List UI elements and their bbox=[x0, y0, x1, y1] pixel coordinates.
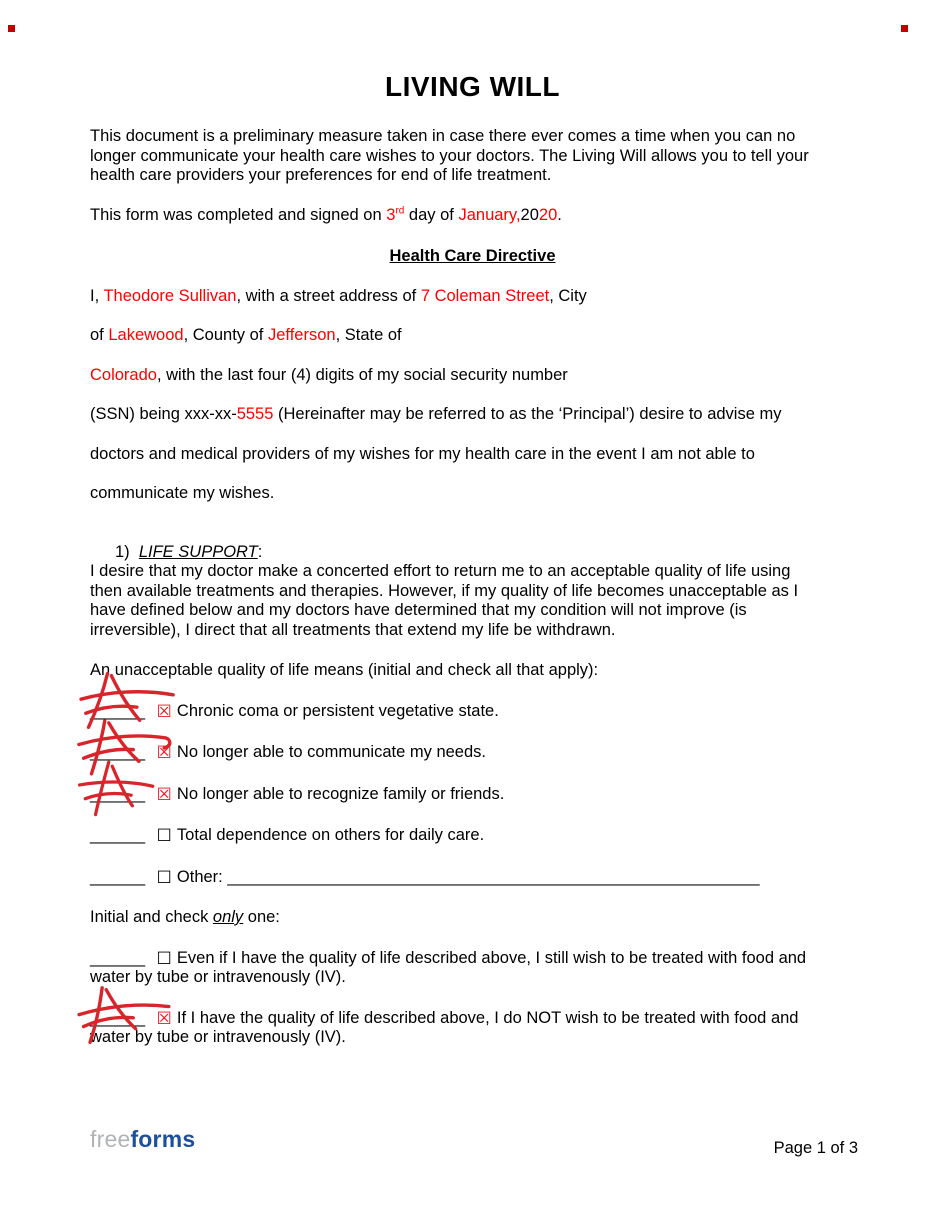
principal-line-6: communicate my wishes. bbox=[90, 484, 275, 502]
checkbox-unchecked-icon[interactable]: ☐ bbox=[156, 948, 172, 968]
section-heading-life-support: 1) LIFE SUPPORT: bbox=[115, 542, 263, 561]
checklist-label: No longer able to recognize family or friends. bbox=[176, 784, 505, 803]
signed-period: . bbox=[557, 205, 562, 224]
principal-name-value: Theodore Sullivan bbox=[103, 286, 237, 305]
initial-blank[interactable] bbox=[90, 868, 145, 888]
only-one-prompt: Initial and check only one: bbox=[90, 908, 280, 926]
only-item-label: If I have the quality of life described above, I do NOT wish to be treated with food and bbox=[176, 1008, 799, 1027]
signed-year-value: 20 bbox=[538, 205, 558, 224]
day-ordinal: rd bbox=[395, 205, 405, 216]
initial-blank[interactable] bbox=[90, 743, 145, 763]
checkbox-unchecked-icon[interactable]: ☐ bbox=[156, 867, 172, 887]
red-corner-mark bbox=[901, 25, 908, 32]
signed-century: 20 bbox=[520, 205, 539, 224]
body-line: have defined below and my doctors have determined that my condition will not improve (is bbox=[90, 601, 747, 619]
principal-line-5: doctors and medical providers of my wishes for my health care in the event I am not able to bbox=[90, 444, 755, 463]
checklist-item bbox=[90, 785, 855, 805]
checklist-label: Chronic coma or persistent vegetative state. bbox=[176, 701, 499, 720]
checklist-item bbox=[90, 702, 855, 722]
signed-date-line bbox=[90, 206, 855, 226]
checklist-item bbox=[90, 743, 855, 763]
city-value: Lakewood bbox=[108, 326, 184, 344]
initial-blank[interactable] bbox=[90, 826, 145, 846]
intro-line: This document is a preliminary measure taken in case there ever comes a time when you can no bbox=[90, 127, 796, 145]
blank-line: ______ bbox=[90, 948, 146, 967]
checklist-item bbox=[90, 826, 855, 846]
only-emphasis: only bbox=[212, 908, 244, 926]
page-footer bbox=[90, 1126, 858, 1159]
apply-prompt: An unacceptable quality of life means (initial and check all that apply): bbox=[90, 661, 599, 679]
section-heading-health-care-directive: Health Care Directive bbox=[389, 247, 556, 265]
checkbox-checked-icon[interactable]: ☒ bbox=[156, 743, 172, 762]
other-write-in-blank[interactable]: __________________________________________________________ bbox=[227, 867, 760, 886]
blank-line: ______ bbox=[90, 1008, 146, 1027]
page-title: LIVING WILL bbox=[384, 71, 561, 102]
freeforms-logo[interactable] bbox=[90, 1126, 195, 1152]
page-number: Page 1 of 3 bbox=[773, 1139, 858, 1157]
checkbox-checked-icon[interactable]: ☒ bbox=[156, 784, 172, 804]
state-value: Colorado bbox=[90, 365, 157, 384]
principal-line-1: I, Theodore Sullivan, with a street address of 7 Coleman Street, City bbox=[90, 286, 587, 305]
only-item-label-cont: water by tube or intravenously (IV). bbox=[90, 1028, 346, 1046]
checkbox-unchecked-icon[interactable]: ☐ bbox=[156, 826, 172, 845]
initial-blank[interactable] bbox=[90, 702, 145, 722]
logo-free-text: free bbox=[90, 1126, 131, 1152]
only-one-item bbox=[90, 1009, 855, 1048]
county-value: Jefferson bbox=[267, 326, 336, 344]
intro-line: health care providers your preferences for end of life treatment. bbox=[90, 166, 552, 184]
initial-blank[interactable] bbox=[90, 1009, 145, 1029]
body-line: then available treatments and therapies. However, if my quality of life becomes unacceptable as I bbox=[90, 581, 799, 600]
blank-line: ______ bbox=[90, 867, 146, 886]
principal-line-4: (SSN) being xxx-xx-5555 (Hereinafter may be referred to as the ‘Principal’) desire to advise my bbox=[90, 405, 782, 423]
body-line: I desire that my doctor make a concerted effort to return me to an acceptable quality of life using bbox=[90, 562, 791, 580]
principal-line-2: of Lakewood, County of Jefferson, State of bbox=[90, 326, 402, 344]
intro-paragraph bbox=[90, 127, 855, 186]
blank-line: ______ bbox=[90, 784, 146, 803]
checkbox-checked-icon[interactable]: ☒ bbox=[156, 1008, 172, 1028]
only-one-item bbox=[90, 949, 855, 988]
checkbox-checked-icon[interactable]: ☒ bbox=[156, 701, 172, 721]
initial-blank[interactable] bbox=[90, 785, 145, 805]
signed-middle: day of bbox=[404, 205, 459, 224]
intro-line: longer communicate your health care wishes to your doctors. The Living Will allows you to tell your bbox=[90, 146, 809, 165]
logo-forms-text: forms bbox=[130, 1126, 196, 1152]
only-item-label-cont: water by tube or intravenously (IV). bbox=[90, 968, 346, 986]
ssn-last4-value: 5555 bbox=[236, 405, 274, 423]
blank-line: ______ bbox=[90, 826, 146, 844]
signed-day-value: 3rd bbox=[386, 205, 405, 224]
signed-prefix: This form was completed and signed on bbox=[90, 205, 387, 224]
principal-line-3: Colorado, with the last four (4) digits of my social security number bbox=[90, 365, 568, 384]
initial-blank[interactable] bbox=[90, 949, 145, 969]
red-corner-mark bbox=[8, 25, 15, 32]
checklist-label: No longer able to communicate my needs. bbox=[176, 743, 486, 761]
only-item-label: Even if I have the quality of life described above, I still wish to be treated with food and bbox=[176, 948, 807, 967]
section-number: 1) bbox=[115, 542, 130, 561]
signed-month-value: January, bbox=[458, 205, 521, 224]
section-title: LIFE SUPPORT bbox=[138, 542, 258, 561]
blank-line: ______ bbox=[90, 701, 146, 720]
blank-line: ______ bbox=[90, 743, 146, 761]
checklist-label: Other: bbox=[176, 867, 223, 886]
street-address-value: 7 Coleman Street bbox=[420, 286, 550, 305]
body-line: irreversible), I direct that all treatments that extend my life be withdrawn. bbox=[90, 620, 616, 639]
checklist-label: Total dependence on others for daily care. bbox=[176, 826, 485, 844]
checklist-item-other bbox=[90, 868, 855, 888]
life-support-paragraph bbox=[90, 562, 855, 640]
